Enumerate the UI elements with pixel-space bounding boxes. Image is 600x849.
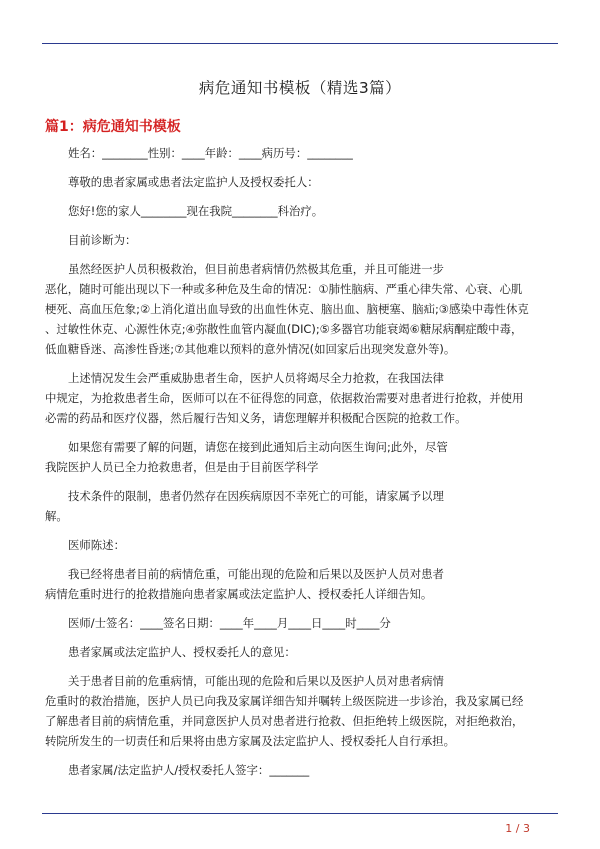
- paragraph-line: 尊敬的患者家属或患者法定监护人及授权委托人：: [68, 175, 319, 189]
- paragraph-line: 虽然经医护人员积极救治，但目前患者病情仍然极其危重，并且可能进一步: [68, 262, 444, 276]
- paragraph: [45, 642, 560, 662]
- paragraph-line: 必需的药品和医疗仪器，然后履行告知义务，请您理解并积极配合医院的抢救工作。: [45, 411, 467, 425]
- paragraph-line: 我院医护人员已全力抢救患者，但是由于目前医学科学: [45, 460, 319, 474]
- page-indicator: 1 / 3: [505, 822, 530, 835]
- paragraph-line: 姓名：________性别：____年龄：____病历号：________: [68, 146, 353, 160]
- paragraph-line: 恶化，随时可能出现以下一种或多种危及生命的情况：①肺性脑病、严重心律失常、心衰、心肌: [45, 282, 523, 296]
- document-title: 病危通知书模板（精选3篇）: [198, 79, 402, 97]
- paragraph: [45, 230, 560, 250]
- paragraph: [45, 486, 560, 526]
- paragraph-line: 患者家属/法定监护人/授权委托人签字：_______: [68, 763, 310, 777]
- paragraph: [45, 143, 560, 163]
- document-body: [45, 143, 560, 789]
- paragraph-line: 您好!您的家人________现在我院________科治疗。: [68, 204, 324, 218]
- paragraph: [45, 613, 560, 633]
- paragraph: [45, 368, 560, 428]
- paragraph-line: 上述情况发生会严重威胁患者生命，医护人员将竭尽全力抢救，在我国法律: [68, 371, 444, 385]
- paragraph-line: 转院所发生的一切责任和后果将由患方家属及法定监护人、授权委托人自行承担。: [45, 734, 456, 748]
- header-rule: [42, 43, 558, 44]
- paragraph-line: 低血糖昏迷、高渗性昏迷;⑦其他难以预料的意外情况(如回家后出现突发意外等)。: [45, 342, 456, 356]
- paragraph-line: 技术条件的限制，患者仍然存在因疾病原因不幸死亡的可能，请家属予以理: [68, 489, 444, 503]
- paragraph: [45, 535, 560, 555]
- paragraph-line: 如果您有需要了解的问题，请您在接到此通知后主动向医生询问;此外，尽管: [68, 440, 448, 454]
- paragraph: [45, 564, 560, 604]
- paragraph-line: 目前诊断为：: [68, 233, 137, 247]
- paragraph: [45, 671, 560, 751]
- paragraph-line: 患者家属或法定监护人、授权委托人的意见：: [68, 645, 296, 659]
- paragraph: [45, 172, 560, 192]
- paragraph-line: 中规定，为抢救患者生命，医师可以在不征得您的同意，依据救治需要对患者进行抢救，并使用: [45, 391, 524, 405]
- paragraph: [45, 259, 560, 359]
- paragraph-line: 病情危重时进行的抢救措施向患者家属或法定监护人、授权委托人详细告知。: [45, 587, 433, 601]
- paragraph-line: 梗死、高血压危象;②上消化道出血导致的出血性休克、脑出血、脑梗塞、脑疝;③感染中毒性休克: [45, 302, 529, 316]
- paragraph-line: 医师/士签名：____签名日期：____年____月____日____时____分: [68, 616, 391, 630]
- paragraph: [45, 760, 560, 780]
- paragraph-line: 关于患者目前的危重病情，可能出现的危险和后果以及医护人员对患者病情: [68, 674, 444, 688]
- paragraph-line: 、过敏性休克、心源性休克;④弥散性血管内凝血(DIC);⑤多器官功能衰竭⑥糖尿病酮症酸中毒，: [45, 322, 523, 336]
- paragraph: [45, 437, 560, 477]
- paragraph-line: 了解患者目前的病情危重，并同意医护人员对患者进行抢救、但拒绝转上级医院，对拒绝救治，: [45, 714, 524, 728]
- footer-rule: [42, 813, 558, 814]
- paragraph: [45, 201, 560, 221]
- section-heading: 篇1：病危通知书模板: [45, 119, 181, 135]
- paragraph-line: 医师陈述：: [68, 538, 125, 552]
- paragraph-line: 我已经将患者目前的病情危重，可能出现的危险和后果以及医护人员对患者: [68, 567, 444, 581]
- paragraph-line: 危重时的救治措施，医护人员已向我及家属详细告知并嘱转上级医院进一步诊治，我及家属已经: [45, 694, 524, 708]
- paragraph-line: 解。: [45, 509, 68, 523]
